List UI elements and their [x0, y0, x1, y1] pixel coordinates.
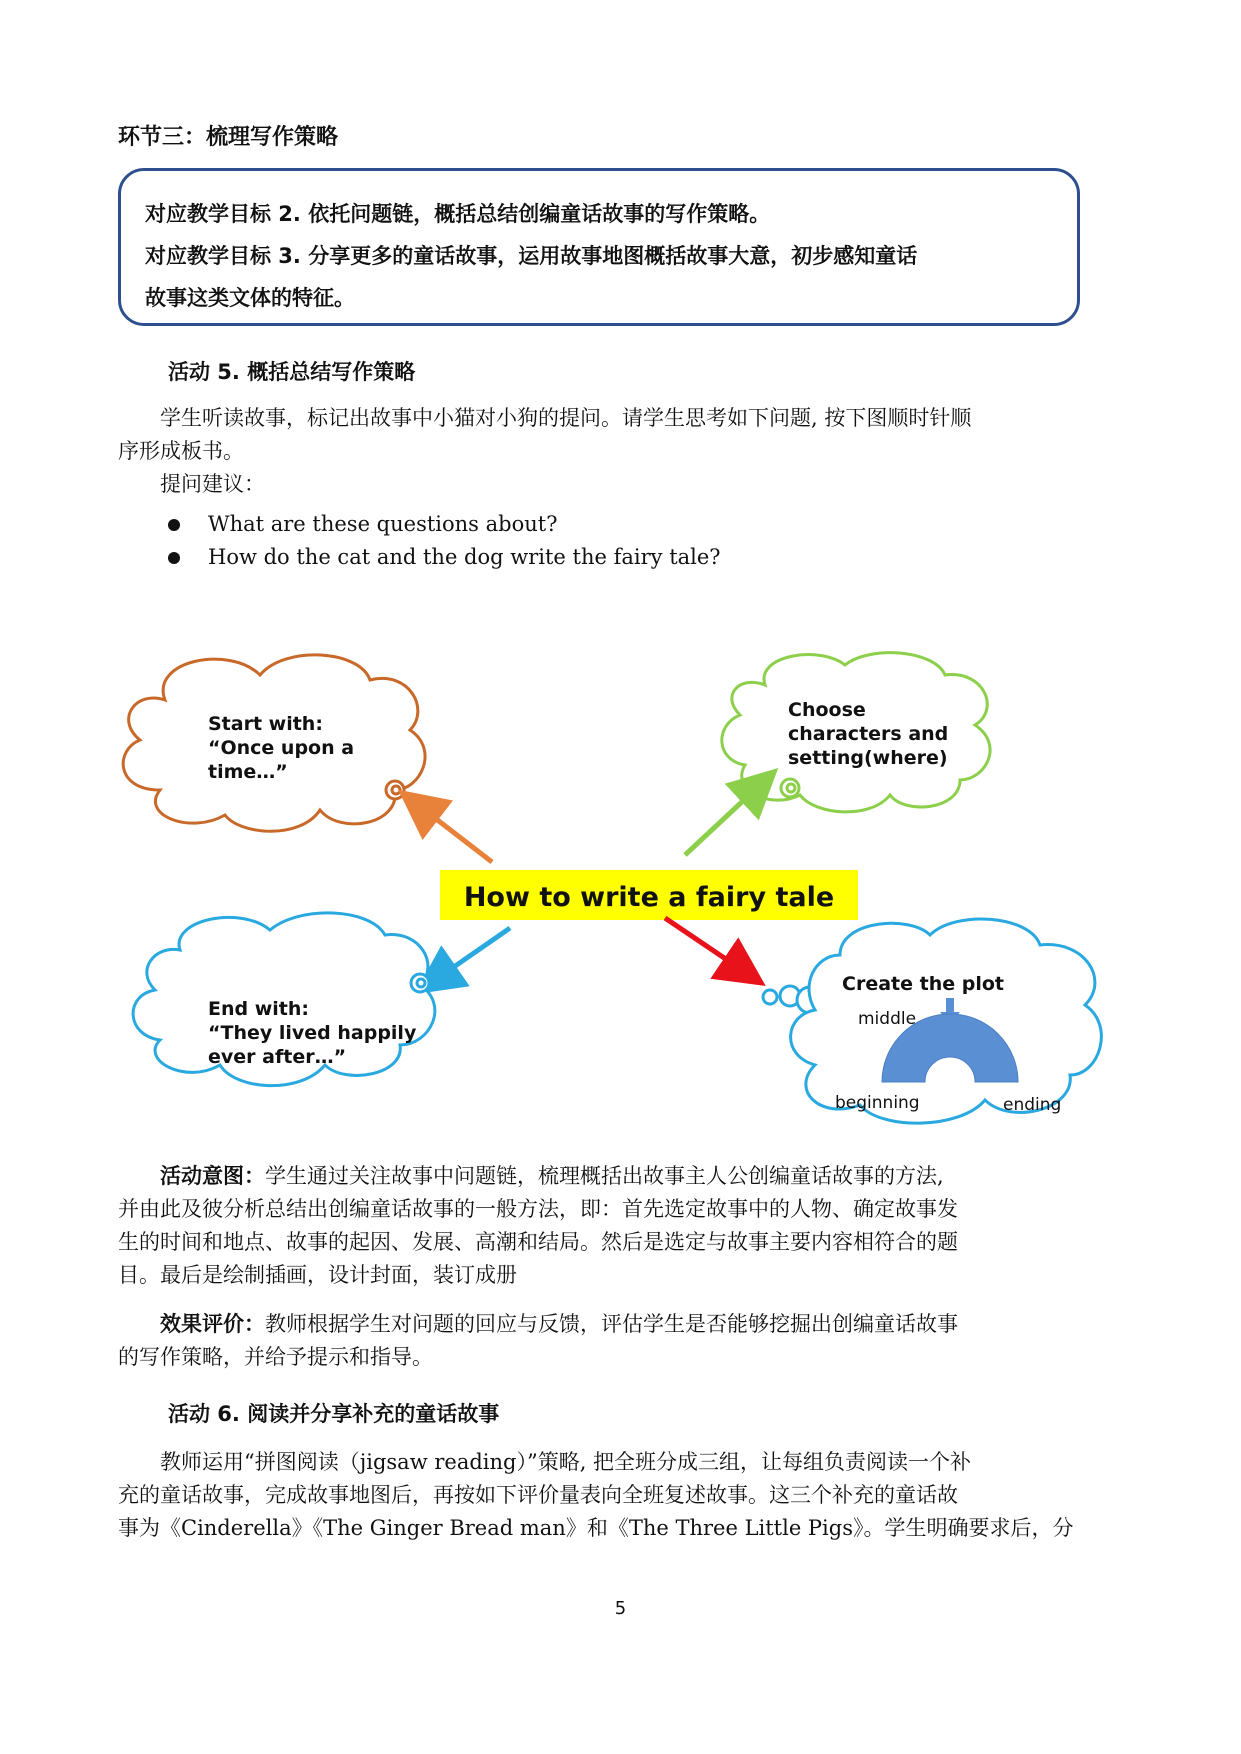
- choose-line-3: setting(where): [788, 747, 948, 769]
- goal-line-2: 对应教学目标 3. 分享更多的童话故事，运用故事地图概括故事大意，初步感知童话: [145, 244, 918, 268]
- arrow-choose: [685, 785, 760, 855]
- goal-line-3: 故事这类文体的特征。: [145, 286, 355, 310]
- intent-line-1: 学生通过关注故事中问题链，梳理概括出故事主人公创编童话故事的方法,: [265, 1164, 944, 1188]
- choose-line-2: characters and: [788, 723, 949, 745]
- arrow-end: [435, 928, 510, 980]
- plot-ending-label: ending: [1003, 1095, 1062, 1115]
- intent-line-4: 目。最后是绘制插画，设计封面，装订成册: [118, 1263, 517, 1287]
- goal-line-1: 对应教学目标 2. 依托问题链，概括总结创编童话故事的写作策略。: [145, 202, 771, 226]
- suggest-label: 提问建议：: [160, 472, 265, 496]
- fairy-tale-mind-map: [0, 650, 1241, 1170]
- plot-title: Create the plot: [842, 973, 1004, 995]
- list-item: What are these questions about?: [168, 508, 721, 541]
- evaluation-label: 效果评价：: [160, 1312, 265, 1336]
- activity-intent: [118, 1160, 1080, 1292]
- activity6-title: 活动 6. 阅读并分享补充的童话故事: [168, 1402, 500, 1426]
- effect-evaluation: [118, 1308, 1080, 1374]
- activity6-line-3: 事为《Cinderella》《The Ginger Bread man》和《The Three Little Pigs》。学生明确要求后，分: [118, 1516, 1074, 1540]
- center-title: How to write a fairy tale: [463, 882, 835, 913]
- arrow-plot: [665, 918, 745, 972]
- activity6-line-1: 教师运用“拼图阅读（jigsaw reading）”策略, 把全班分成三组，让每组负责阅读一个补: [160, 1450, 972, 1474]
- activity6-line-2: 充的童话故事，完成故事地图后，再按如下评价量表向全班复述故事。这三个补充的童话故: [118, 1483, 958, 1507]
- list-item: How do the cat and the dog write the fairy tale?: [168, 541, 721, 574]
- teaching-goals-box: [118, 168, 1080, 326]
- plot-middle-label: middle: [858, 1009, 917, 1029]
- activity6-body: [118, 1446, 1080, 1545]
- intent-line-2: 并由此及彼分析总结出创编童话故事的一般方法，即：首先选定故事中的人物、确定故事发: [118, 1197, 958, 1221]
- end-line-2: “They lived happily: [208, 1022, 417, 1044]
- section-title: 环节三：梳理写作策略: [118, 125, 339, 150]
- plot-beginning-label: beginning: [835, 1093, 920, 1113]
- evaluation-line-1: 教师根据学生对问题的回应与反馈，评估学生是否能够挖掘出创编童话故事: [265, 1312, 958, 1336]
- intent-line-3: 生的时间和地点、故事的起因、发展、高潮和结局。然后是选定与故事主要内容相符合的题: [118, 1230, 958, 1254]
- choose-line-1: Choose: [788, 699, 866, 721]
- page-number: 5: [614, 1598, 627, 1619]
- intro-line-1: 学生听读故事，标记出故事中小猫对小狗的提问。请学生思考如下问题, 按下图顺时针顺: [160, 406, 972, 430]
- end-line-1: End with:: [208, 998, 309, 1020]
- activity5-intro: [118, 402, 1080, 501]
- evaluation-line-2: 的写作策略，并给予提示和指导。: [118, 1345, 433, 1369]
- arrow-start: [418, 805, 492, 862]
- start-line-1: Start with:: [208, 713, 323, 735]
- activity5-title: 活动 5. 概括总结写作策略: [168, 360, 416, 384]
- intent-label: 活动意图：: [160, 1164, 265, 1188]
- start-line-3: time…”: [208, 761, 288, 783]
- end-line-3: ever after…”: [208, 1046, 347, 1068]
- intro-line-2: 序形成板书。: [118, 439, 244, 463]
- question-list: [168, 508, 721, 574]
- start-line-2: “Once upon a: [208, 737, 355, 759]
